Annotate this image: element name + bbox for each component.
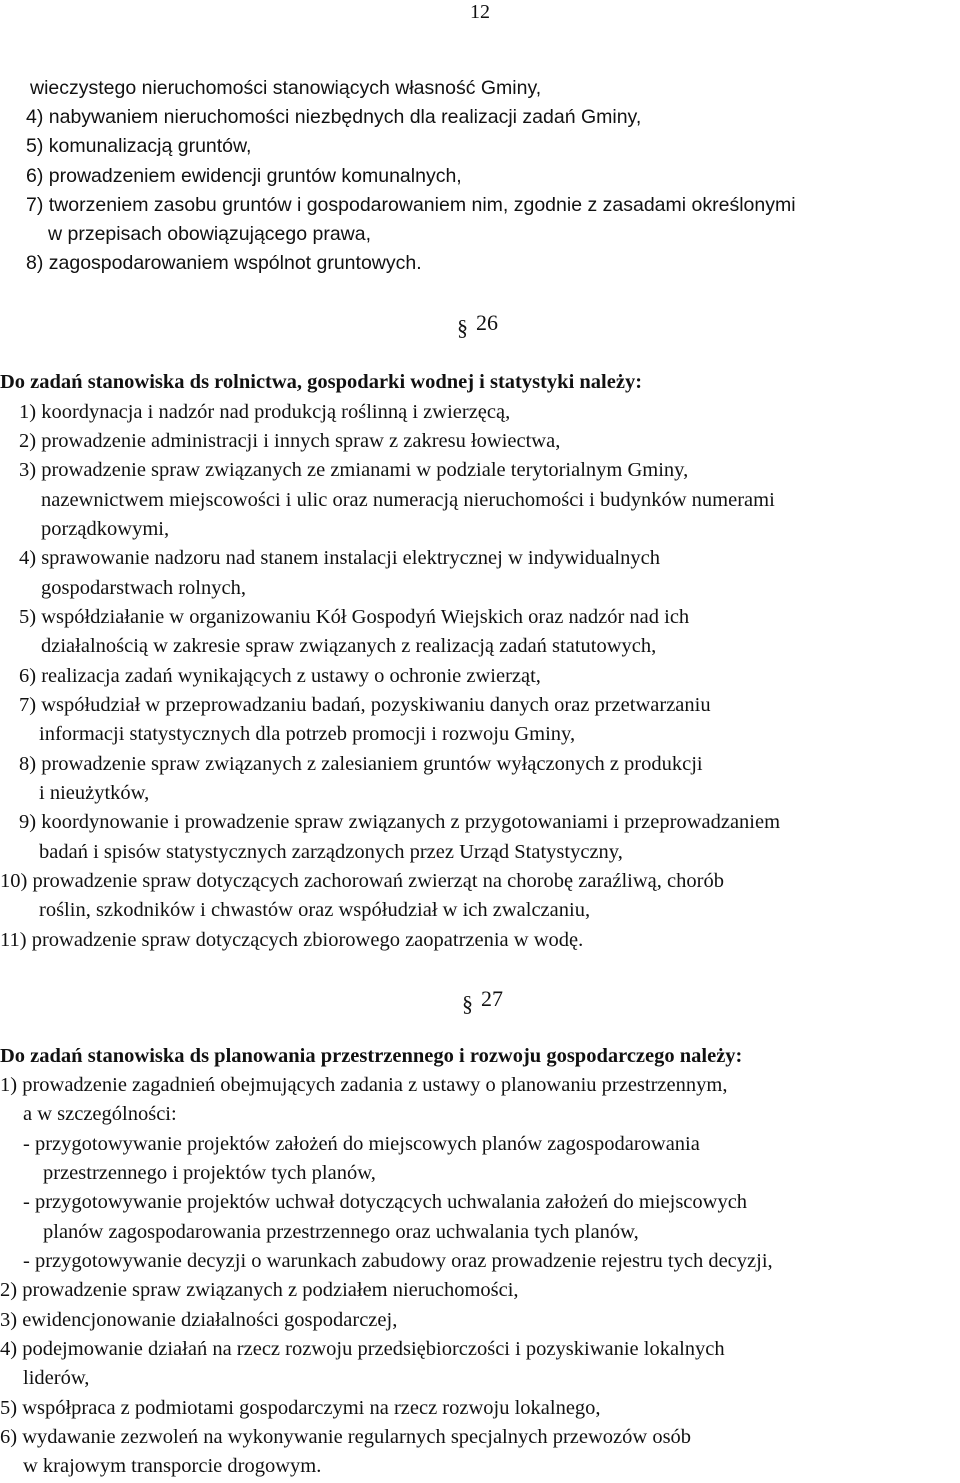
text-line: i nieużytków, — [39, 782, 150, 804]
text-line: przestrzennego i projektów tych planów, — [43, 1162, 376, 1184]
list-item: 6) prowadzeniem ewidencji gruntów komunalnych, — [26, 165, 462, 187]
section-26-heading: Do zadań stanowiska ds rolnictwa, gospodarki wodnej i statystyki należy: — [0, 371, 643, 393]
list-item: 8) zagospodarowaniem wspólnot gruntowych. — [26, 252, 422, 274]
section-number: 27 — [481, 986, 503, 1011]
text-line: a w szczególności: — [23, 1103, 177, 1125]
list-item: 4) nabywaniem nieruchomości niezbędnych dla realizacji zadań Gminy, — [26, 106, 642, 128]
text-line: gospodarstwach rolnych, — [41, 577, 246, 599]
list-item: 7) współudział w przeprowadzaniu badań, pozyskiwaniu danych oraz przetwarzaniu — [19, 694, 711, 716]
list-item: - przygotowywanie projektów założeń do miejscowych planów zagospodarowania — [23, 1133, 700, 1155]
text-line: wieczystego nieruchomości stanowiących własność Gminy, — [30, 77, 542, 99]
list-item: 2) prowadzenie administracji i innych spraw z zakresu łowiectwa, — [19, 430, 561, 452]
list-item: 9) koordynowanie i prowadzenie spraw związanych z przygotowaniami i przeprowadzaniem — [19, 811, 781, 833]
list-item: 4) sprawowanie nadzoru nad stanem instalacji elektrycznej w indywidualnych — [19, 547, 660, 569]
text-line: badań i spisów statystycznych zarządzonych przez Urząd Statystyczny, — [39, 841, 623, 863]
section-sign-icon: § — [462, 991, 473, 1016]
list-item: 5) współdziałanie w organizowaniu Kół Gospodyń Wiejskich oraz nadzór nad ich — [19, 606, 690, 628]
text-line: w krajowym transporcie drogowym. — [23, 1455, 322, 1477]
text-line: działalnością w zakresie spraw związanych z realizacją zadań statutowych, — [41, 635, 657, 657]
list-item: - przygotowywanie projektów uchwał dotyczących uchwalania założeń do miejscowych — [23, 1191, 748, 1213]
list-item: 8) prowadzenie spraw związanych z zalesianiem gruntów wyłączonych z produkcji — [19, 753, 703, 775]
text-line: informacji statystycznych dla potrzeb promocji i rozwoju Gminy, — [39, 723, 576, 745]
text-line: roślin, szkodników i chwastów oraz współudział w ich zwalczaniu, — [39, 899, 591, 921]
list-item: 3) prowadzenie spraw związanych ze zmianami w podziale terytorialnym Gminy, — [19, 459, 689, 481]
list-item: 6) realizacja zadań wynikających z ustawy o ochronie zwierząt, — [19, 665, 541, 687]
section-heading-27 — [462, 986, 503, 1016]
text-line: planów zagospodarowania przestrzennego oraz uchwalania tych planów, — [43, 1221, 639, 1243]
list-item: 11) prowadzenie spraw dotyczących zbiorowego zaopatrzenia w wodę. — [0, 929, 584, 951]
list-item: 4) podejmowanie działań na rzecz rozwoju przedsiębiorczości i pozyskiwanie lokalnych — [0, 1338, 725, 1360]
list-item: 1) koordynacja i nadzór nad produkcją roślinną i zwierzęcą, — [19, 401, 511, 423]
list-item: 5) współpraca z podmiotami gospodarczymi na rzecz rozwoju lokalnego, — [0, 1397, 601, 1419]
list-item: 2) prowadzenie spraw związanych z podziałem nieruchomości, — [0, 1279, 519, 1301]
list-item: 7) tworzeniem zasobu gruntów i gospodarowaniem nim, zgodnie z zasadami określonymi — [26, 194, 796, 216]
list-item: - przygotowywanie decyzji o warunkach zabudowy oraz prowadzenie rejestru tych decyzji, — [23, 1250, 773, 1272]
list-item: 5) komunalizacją gruntów, — [26, 135, 252, 157]
list-item: 10) prowadzenie spraw dotyczących zachorowań zwierząt na chorobę zaraźliwą, chorób — [0, 870, 724, 892]
section-heading-26 — [457, 310, 498, 340]
text-line: porządkowymi, — [41, 518, 170, 540]
section-sign-icon: § — [457, 315, 468, 340]
text-line: liderów, — [23, 1367, 90, 1389]
list-item: 3) ewidencjonowanie działalności gospodarczej, — [0, 1309, 398, 1331]
list-item: 6) wydawanie zezwoleń na wykonywanie regularnych specjalnych przewozów osób — [0, 1426, 692, 1448]
list-item: 1) prowadzenie zagadnień obejmujących zadania z ustawy o planowaniu przestrzennym, — [0, 1074, 728, 1096]
section-27-heading: Do zadań stanowiska ds planowania przestrzennego i rozwoju gospodarczego należy: — [0, 1045, 743, 1067]
section-number: 26 — [476, 310, 498, 335]
page-number: 12 — [470, 1, 490, 23]
text-line: w przepisach obowiązującego prawa, — [48, 223, 372, 245]
text-line: nazewnictwem miejscowości i ulic oraz numeracją nieruchomości i budynków numerami — [41, 489, 775, 511]
